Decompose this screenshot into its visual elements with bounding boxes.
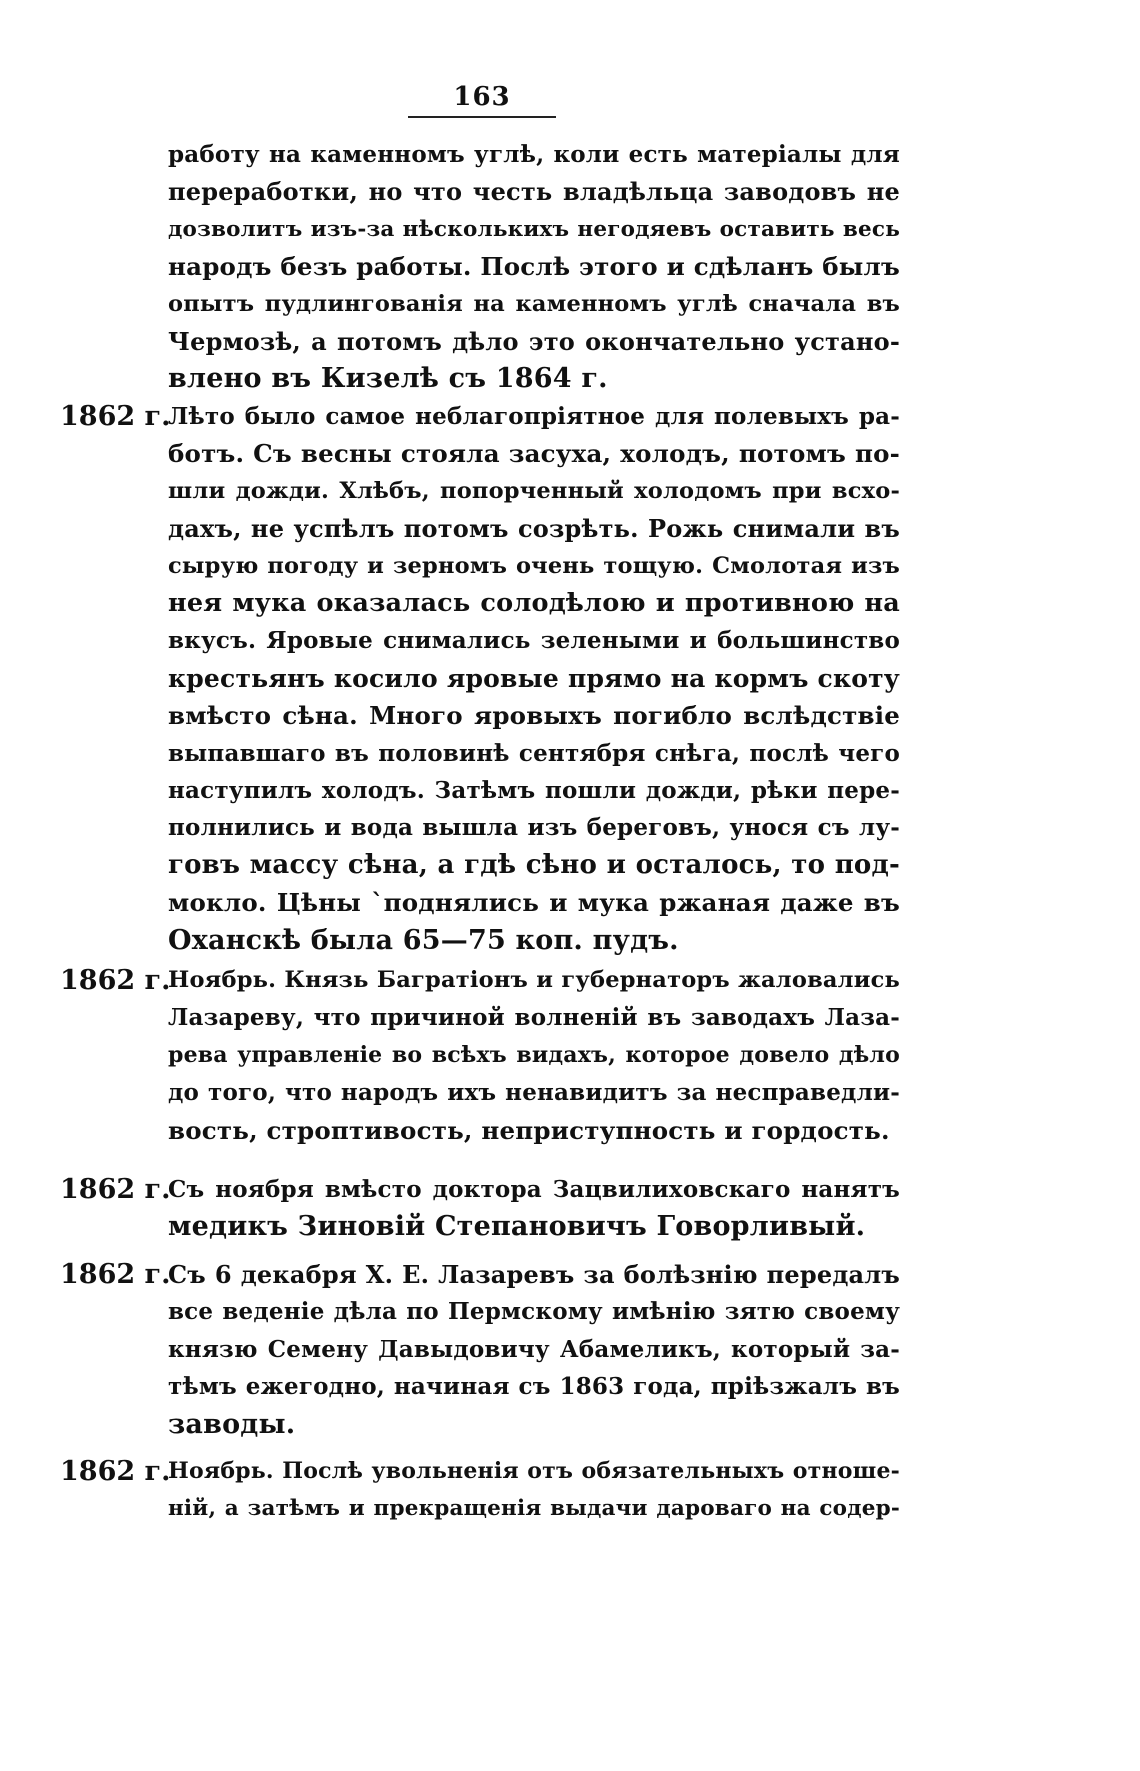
text-line: все веденіе дѣла по Пермскому имѣнію зятю своему [168, 1298, 900, 1326]
text-line: Съ 6 декабря Х. Е. Лазаревъ за болѣзнію передалъ [168, 1260, 900, 1289]
text-line: шли дожди. Хлѣбъ, попорченный холодомъ при всхо- [168, 477, 900, 504]
entry-text [168, 1256, 900, 1443]
text-line: Оханскѣ была 65—75 коп. пудъ. [168, 924, 679, 956]
text-line: Ноябрь. Послѣ увольненія отъ обязательныхъ отноше- [168, 1458, 900, 1484]
text-line: переработки, но что честь владѣльца заводовъ не [168, 177, 900, 207]
text-line: Лазареву, что причиной волненій въ заводахъ Лаза- [168, 1004, 900, 1032]
text-line: рева управленіе во всѣхъ видахъ, которое довело дѣло [168, 1041, 900, 1068]
text-line: выпавшаго въ половинѣ сентября снѣга, послѣ чего [168, 739, 900, 767]
text-line: тѣмъ ежегодно, начиная съ 1863 года, пріѣзжалъ въ [168, 1373, 900, 1401]
entry-text [168, 1453, 900, 1528]
text-line: сырую погоду и зерномъ очень тощую. Смолотая изъ [168, 552, 900, 579]
entry-year: 1862 г. [60, 1259, 171, 1290]
entry-text [168, 962, 900, 1149]
text-line: Чермозѣ, а потомъ дѣло это окончательно устано- [168, 327, 900, 357]
entry-year: 1862 г. [60, 401, 171, 432]
text-line: вмѣсто сѣна. Много яровыхъ погибло вслѣдствіе [168, 701, 900, 731]
text-line: дахъ, не успѣлъ потомъ созрѣть. Рожь снимали въ [168, 514, 900, 544]
entry-year: 1862 г. [60, 1456, 171, 1487]
text-line: говъ массу сѣна, а гдѣ сѣно и осталось, то под- [168, 849, 900, 880]
text-line: наступилъ холодъ. Затѣмъ пошли дожди, рѣки пере- [168, 777, 900, 805]
text-line: ній, а затѣмъ и прекращенія выдачи дароваго на содер- [168, 1496, 900, 1522]
text-line: Ноябрь. Князь Багратіонъ и губернаторъ жаловались [168, 967, 900, 993]
text-line: нея мука оказалась солодѣлою и противною на [168, 588, 900, 619]
entry-text [168, 1171, 900, 1246]
text-line: Лѣто было самое неблагопріятное для полевыхъ ра- [168, 403, 900, 430]
page-number-rule [408, 116, 556, 118]
text-line: ботъ. Съ весны стояла засуха, холодъ, потомъ по- [168, 439, 900, 469]
text-line: полнились и вода вышла изъ береговъ, унося съ лу- [168, 814, 900, 842]
page-number: 163 [453, 82, 511, 112]
text-line: крестьянъ косило яровые прямо на кормъ скоту [168, 663, 900, 693]
text-line: народъ безъ работы. Послѣ этого и сдѣланъ былъ [168, 252, 900, 282]
entry-text [168, 398, 900, 959]
text-line: заводы. [168, 1408, 296, 1440]
text-line: вость, строптивость, неприступность и гордость. [168, 1115, 890, 1145]
entry-year: 1862 г. [60, 1174, 171, 1205]
text-line: медикъ Зиновій Степановичъ Говорливый. [168, 1211, 866, 1243]
text-line: работу на каменномъ углѣ, коли есть матеріалы для [168, 141, 900, 168]
text-line: дозволитъ изъ-за нѣсколькихъ негодяевъ оставить весь [168, 216, 900, 242]
text-line: опытъ пудлингованія на каменномъ углѣ сначала въ [168, 290, 900, 317]
text-line: князю Семену Давыдовичу Абамеликъ, который за- [168, 1335, 900, 1363]
text-line: мокло. Цѣны `поднялись и мука ржаная даже въ [168, 888, 900, 918]
intro-paragraph [168, 136, 900, 398]
entry-year: 1862 г. [60, 965, 171, 996]
text-line: вкусъ. Яровые снимались зелеными и большинство [168, 627, 900, 655]
text-line: влено въ Кизелѣ съ 1864 г. [168, 363, 608, 395]
text-line: Съ ноября вмѣсто доктора Зацвилиховскаго нанятъ [168, 1176, 900, 1203]
text-line: до того, что народъ ихъ ненавидитъ за несправедли- [168, 1079, 900, 1107]
